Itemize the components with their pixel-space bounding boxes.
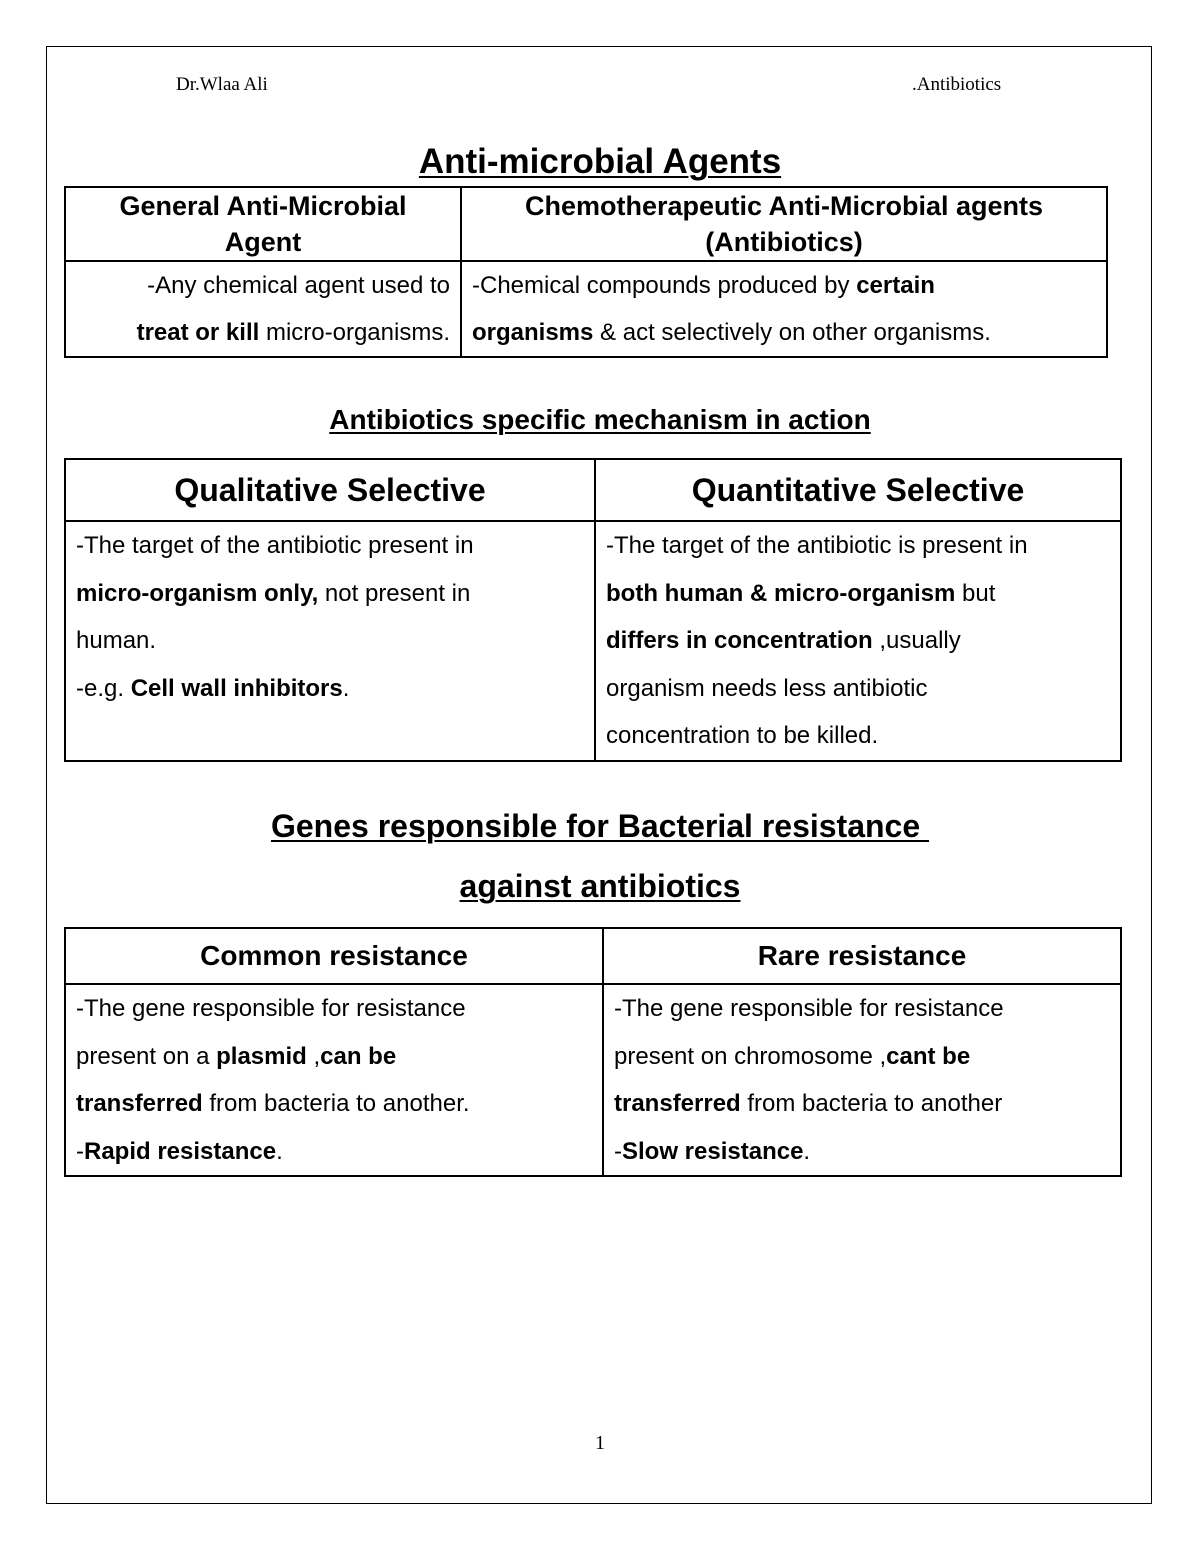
text-line [606, 570, 1110, 618]
bold-text: Rapid resistance [84, 1137, 277, 1165]
text-span: - [76, 1137, 84, 1165]
rare-resistance-description [603, 984, 1121, 1176]
text-span: ,usually [872, 627, 961, 654]
header-author: Dr.Wlaa Ali [176, 74, 268, 95]
text-span: micro-organisms. [259, 319, 450, 346]
text-span: from bacteria to another. [202, 1090, 470, 1117]
bold-text: transferred [76, 1090, 203, 1117]
bold-text: micro-organism only, [76, 579, 319, 607]
antimicrobial-agents-table [64, 186, 1108, 358]
general-agent-definition [65, 261, 461, 357]
bold-text: cant be [886, 1042, 971, 1070]
bold-text: Cell wall inhibitors [130, 674, 343, 702]
text-line [76, 570, 584, 618]
common-resistance-header: Common resistance [65, 928, 603, 984]
text-line [76, 665, 584, 713]
bold-text: both human & micro-organism [606, 579, 956, 607]
text-span: . [276, 1137, 283, 1165]
bold-text: certain [856, 272, 935, 299]
text-span: but [955, 579, 996, 607]
text-line [76, 1128, 592, 1176]
text-span: from bacteria to another [740, 1090, 1003, 1117]
text-span: , [306, 1042, 321, 1070]
qualitative-description [65, 521, 595, 761]
text-span: present on chromosome , [614, 1042, 887, 1070]
general-agent-header [65, 187, 461, 261]
section3-title-line2: against antibiotics [459, 868, 741, 904]
bold-text: plasmid [216, 1042, 307, 1070]
rare-resistance-header: Rare resistance [603, 928, 1121, 984]
bold-text: Slow resistance [622, 1137, 804, 1165]
page-number: 1 [595, 1432, 605, 1454]
header-line: Agent [224, 227, 302, 257]
quantitative-description [595, 521, 1121, 761]
text-span: present on a [76, 1042, 217, 1070]
section3-title-line1: Genes responsible for Bacterial resistance [270, 808, 930, 844]
text-line: -The gene responsible for resistance [614, 995, 1004, 1022]
header-line: General Anti-Microbial [119, 191, 407, 221]
text-line [76, 309, 450, 356]
quantitative-header: Quantitative Selective [595, 459, 1121, 521]
text-line [76, 1033, 592, 1081]
antibiotics-definition [461, 261, 1107, 357]
text-line: -The target of the antibiotic is present in [606, 532, 1028, 559]
header-subject: .Antibiotics [912, 74, 1002, 95]
chemotherapeutic-agent-header [461, 187, 1107, 261]
text-line [614, 1033, 1110, 1081]
text-line: concentration to be killed. [606, 722, 879, 749]
text-span: not present in [318, 579, 471, 607]
text-span: -e.g. [76, 674, 131, 702]
section1-title: Anti-microbial Agents [418, 142, 782, 181]
text-span: . [803, 1137, 811, 1165]
text-line: -The gene responsible for resistance [76, 995, 466, 1022]
text-line [606, 617, 1110, 665]
text-line: organism needs less antibiotic [606, 674, 928, 702]
bold-text: transferred [614, 1090, 741, 1117]
bold-text: can be [320, 1042, 397, 1070]
bold-text: organisms [472, 319, 594, 346]
header-line: Chemotherapeutic Anti-Microbial agents [524, 191, 1044, 221]
bold-text: treat or kill [136, 319, 260, 346]
text-span: & act selectively on other organisms. [593, 319, 991, 346]
section2-title: Antibiotics specific mechanism in action [329, 404, 871, 435]
resistance-table [64, 927, 1122, 1177]
text-span: - [614, 1137, 622, 1165]
text-line [472, 309, 1096, 356]
text-line: -Any chemical agent used to [147, 272, 450, 299]
text-span: . [342, 674, 350, 702]
bold-text: differs in concentration [606, 627, 873, 654]
mechanism-table [64, 458, 1122, 762]
text-line: human. [76, 627, 157, 654]
common-resistance-description [65, 984, 603, 1176]
text-span: -Chemical compounds produced by [472, 272, 857, 299]
text-line [472, 262, 1096, 309]
text-line: -The target of the antibiotic present in [76, 532, 474, 559]
text-line [614, 1080, 1110, 1128]
text-line [614, 1128, 1110, 1176]
text-line [76, 1080, 592, 1128]
header-line: (Antibiotics) [705, 227, 863, 257]
qualitative-header: Qualitative Selective [65, 459, 595, 521]
